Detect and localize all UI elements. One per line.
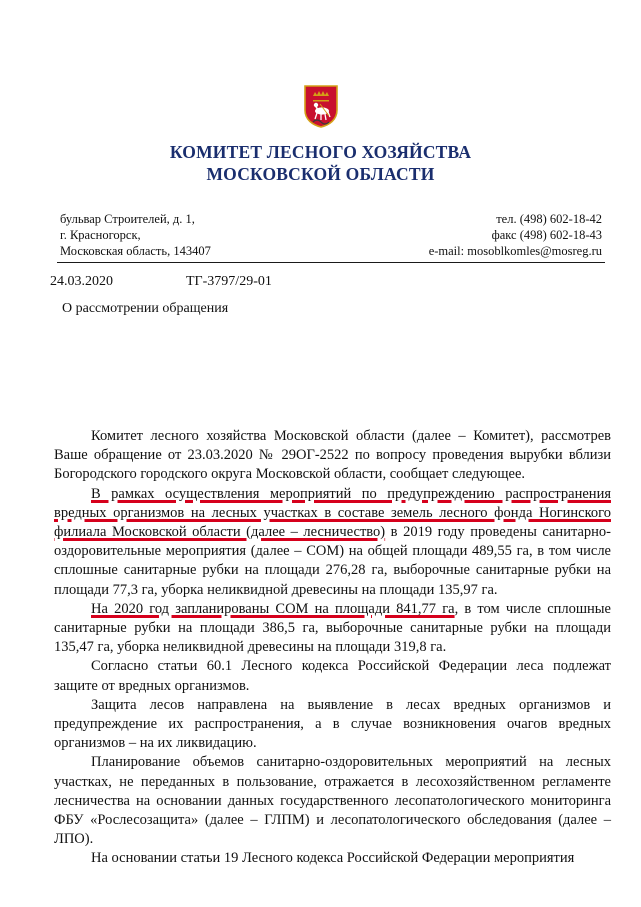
organization-title-line-2: МОСКОВСКОЙ ОБЛАСТИ	[206, 164, 435, 184]
sender-contacts	[429, 211, 602, 259]
highlighted-text: В рамках осуществления мероприятий по предупреждению распространения вредных организмов на лесных участках в составе земель лесного фонда Ногинского филиала Московской области (далее – лесничество)	[54, 485, 611, 541]
paragraph-3	[54, 600, 611, 658]
paragraph-5: Защита лесов направлена на выявление в лесах вредных организмов и предупреждение их распространения, а в случае возникновения очагов вредных организмов – на их ликвидацию.	[54, 696, 611, 752]
paragraph-6: Планирование объемов санитарно-оздоровительных мероприятий на лесных участках, не переданных в пользование, отражается в лесохозяйственном регламенте лесничества на основании данных государственного лесопатологического мониторинга ФБУ «Рослесозащита» (далее – ГЛПМ) и лесопатологического обследования (далее – ЛПО).	[54, 754, 611, 848]
paragraph-2-rest: в 2019 году проведены санитарно-оздоровительные мероприятия (далее – СОМ) на общей площади 489,55 га, в том числе сплошные санитарные рубки на площади 276,28 га, выборочные санитарные рубки на площади 77,3 га, уборка неликвидной древесины на площади 135,97 га.	[54, 524, 611, 598]
paragraph-1: Комитет лесного хозяйства Московской области (далее – Комитет), рассмотрев Ваше обращение от 23.03.2020 № 29ОГ-2522 по вопросу проведения вырубки вблизи Богородского городского округа Московской области, сообщает следующее.	[54, 428, 611, 483]
fax-line: факс (498) 602-18-43	[491, 228, 602, 242]
paragraph-4: Согласно статьи 60.1 Лесного кодекса Российской Федерации леса подлежат защите от вредных организмов.	[54, 658, 611, 694]
organization-title-line-1: КОМИТЕТ ЛЕСНОГО ХОЗЯЙСТВА	[169, 142, 472, 162]
paragraph-7: На основании статьи 19 Лесного кодекса Российской Федерации мероприятия	[91, 850, 575, 867]
address-line: бульвар Строителей, д. 1,	[60, 212, 195, 226]
phone-line: тел. (498) 602-18-42	[496, 212, 602, 226]
paragraph-2	[54, 485, 611, 600]
address-line: Московская область, 143407	[60, 244, 211, 258]
sender-address	[60, 211, 211, 259]
address-line: г. Красногорск,	[60, 228, 141, 242]
email-line: e-mail: mosoblkomles@mosreg.ru	[428, 244, 602, 258]
paragraph-3-rest: , в том числе сплошные санитарные рубки на площади 386,5 га, выборочные санитарные рубки на площади 135,47 га, уборка неликвидной древесины на площади 319,8 га.	[54, 600, 611, 656]
highlighted-text: На 2020 год запланированы СОМ на площади 841,77 га	[91, 600, 455, 617]
organization-title	[0, 141, 641, 185]
letter-body	[54, 427, 611, 869]
document-date: 24.03.2020	[50, 274, 113, 289]
document-subject: О рассмотрении обращения	[62, 301, 229, 316]
document-number: ТГ-3797/29-01	[186, 274, 272, 289]
header-divider	[57, 262, 605, 263]
moscow-oblast-coat-of-arms-icon	[303, 84, 339, 128]
